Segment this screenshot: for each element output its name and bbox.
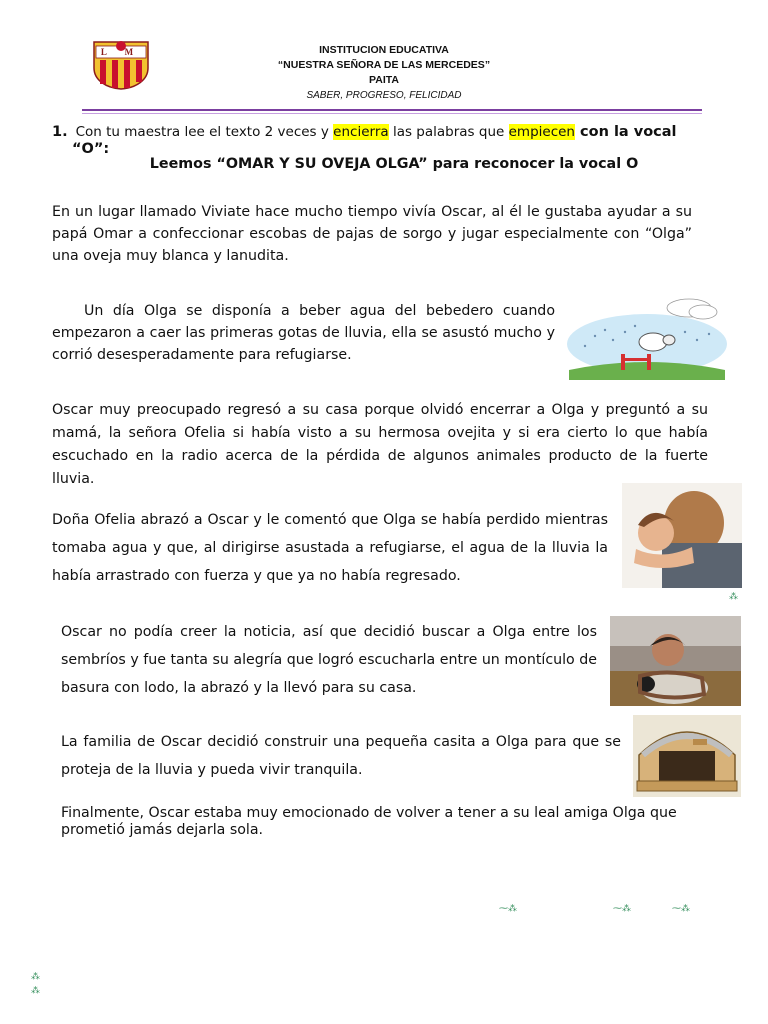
- school-city: PAITA: [369, 74, 399, 86]
- paragraph-2: Un día Olga se disponía a beber agua del bebedero cuando empezaron a caer las primeras gotas de lluvia, ella se asustó mucho y corrió desesperadamente para refugiarse.: [52, 303, 555, 363]
- sprig-icon: ⁂: [729, 592, 738, 602]
- sheep-house-icon: [633, 715, 741, 797]
- sheep-rain-icon: [565, 296, 729, 380]
- sprig-icon: ⁂: [31, 986, 40, 996]
- reading-title: Leemos “OMAR Y SU OVEJA OLGA” para reconocer la vocal O: [149, 156, 639, 172]
- school-motto: SABER, PROGRESO, FELICIDAD: [306, 90, 462, 101]
- boy-lamb-icon: [610, 616, 741, 706]
- sprig-icon: ⁂: [31, 972, 40, 982]
- header-rule-bottom: [82, 113, 702, 114]
- paragraph-1: En un lugar llamado Viviate hace mucho tiempo vivía Oscar, al él le gustaba ayudar a su papá Omar a confeccionar escobas de pajas de sorgo y jugar especialmente con “Olga” una oveja muy blanca y lanudita.: [52, 204, 692, 264]
- school-name-line1: INSTITUCION EDUCATIVA: [319, 44, 449, 56]
- crest-initials: L M: [100, 47, 142, 57]
- highlight-empiecen: empiecen: [508, 124, 575, 140]
- highlight-encierra: encierra: [333, 124, 389, 140]
- mother-hug-icon: [622, 483, 742, 588]
- paragraph-3: Oscar muy preocupado regresó a su casa porque olvidó encerrar a Olga y preguntó a su mamá, la señora Ofelia si había visto a su hermosa ovejita y si era cierto lo que había escuchado en la radio acerca de la pérdida de algunos animales producto de la fuerte lluvia.: [52, 402, 708, 487]
- paragraph-7: Finalmente, Oscar estaba muy emocionado de volver a tener a su leal amiga Olga que prometió jamás dejarla sola.: [61, 805, 677, 838]
- sprig-icon: ⁓⁂: [499, 904, 517, 914]
- paragraph-4: Doña Ofelia abrazó a Oscar y le comentó que Olga se había perdido mientras tomaba agua y que, al dirigirse asustada a refugiarse, el agua de la lluvia la había arrastrado con fuerza y que ya no había regresado.: [52, 512, 608, 584]
- sprig-icon: ⁓⁂: [613, 904, 631, 914]
- instruction-text-2: las palabras que: [388, 124, 509, 140]
- paragraph-6: La familia de Oscar decidió construir una pequeña casita a Olga para que se proteja de la lluvia y pueda vivir tranquila.: [61, 734, 621, 778]
- instruction-line: [52, 122, 732, 142]
- instruction-text-1: Con tu maestra lee el texto 2 veces y: [75, 124, 334, 140]
- paragraph-5: Oscar no podía creer la noticia, así que decidió buscar a Olga entre los sembríos y fue tanta su alegría que logró escucharla entre un montículo de basura con lodo, la abrazó y la llevó para su casa.: [61, 624, 597, 696]
- instruction-vowel: “O”:: [72, 141, 110, 157]
- sprig-icon: ⁓⁂: [672, 904, 690, 914]
- header-rule-top: [82, 109, 702, 111]
- school-name-line2: “NUESTRA SEÑORA DE LAS MERCEDES”: [277, 59, 491, 71]
- instruction-number: 1.: [52, 124, 68, 140]
- instruction-text-3: con la vocal: [574, 124, 677, 140]
